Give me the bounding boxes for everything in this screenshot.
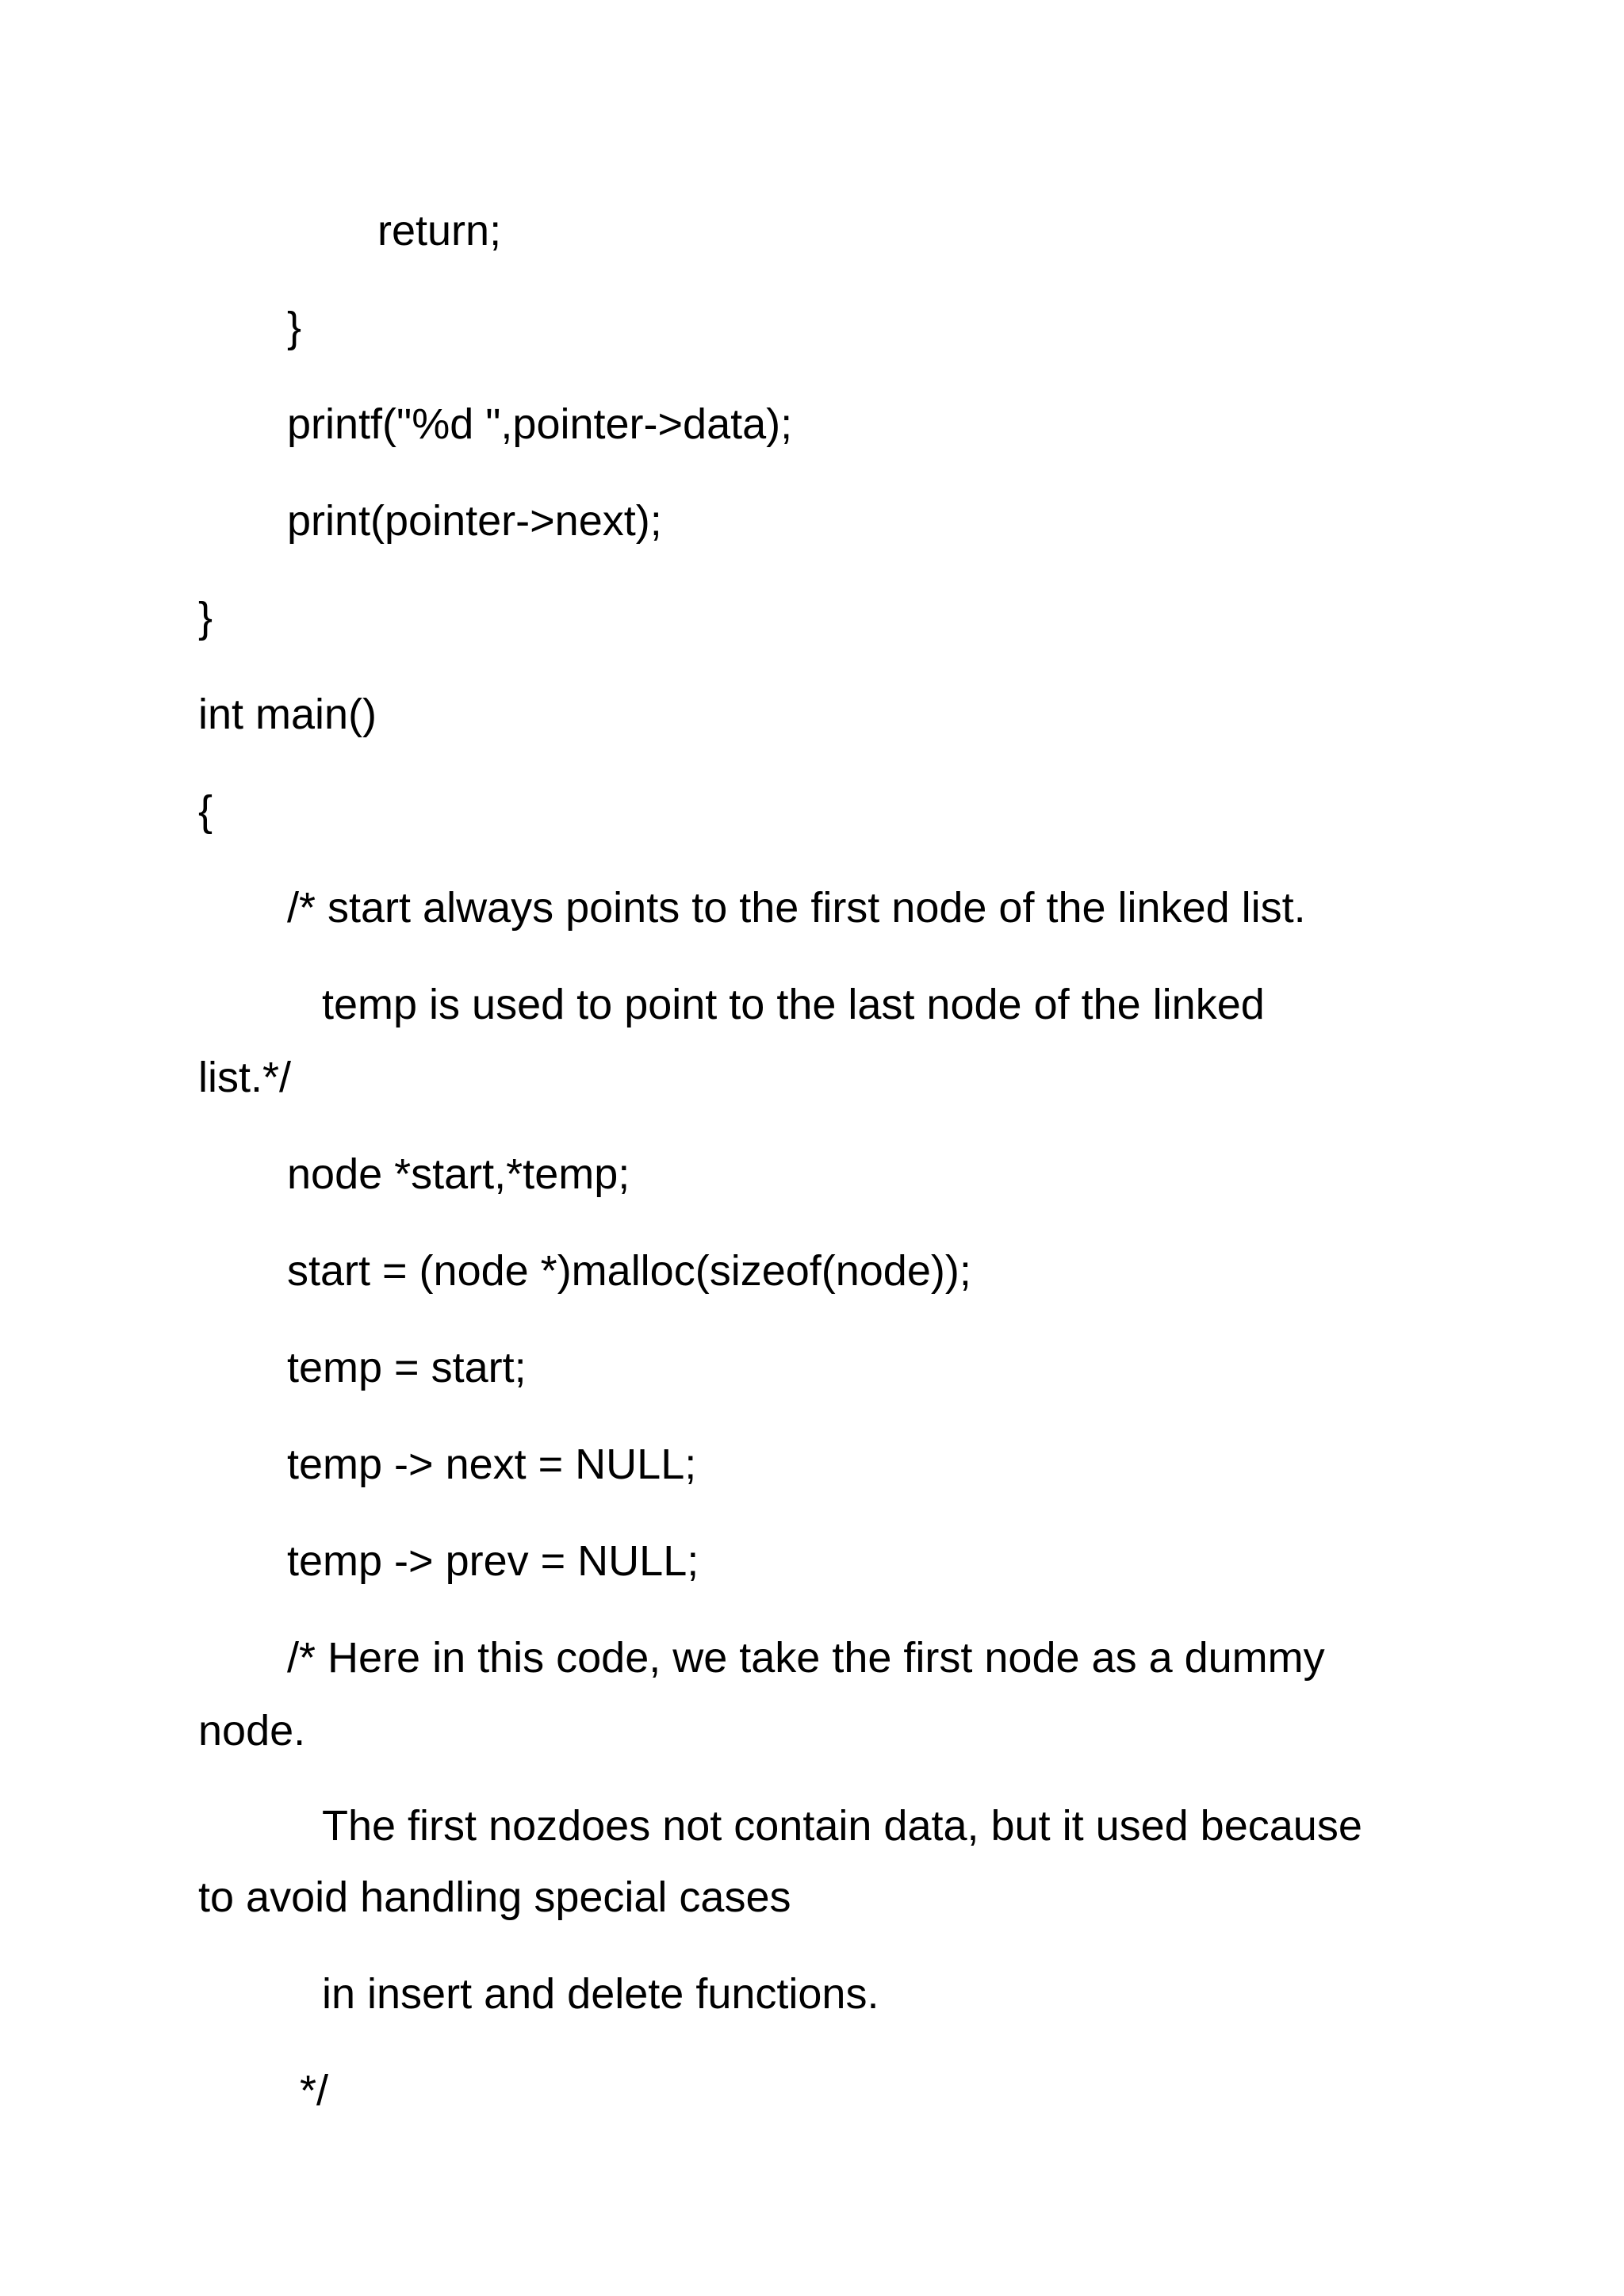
code-line-main-signature: int main() (198, 691, 377, 738)
code-line-node-declaration: node *start,*temp; (287, 1150, 630, 1198)
code-comment-dummy-line-2: node. (198, 1707, 306, 1755)
code-comment-dummy-line-3: The first nozdoes not contain data, but it used because (322, 1802, 1362, 1850)
code-line-open-brace: { (198, 787, 213, 835)
code-comment-dummy-line-4: to avoid handling special cases (198, 1873, 791, 1921)
code-line-close-brace-inner: } (287, 304, 302, 351)
code-comment-start-line-3: list.*/ (198, 1054, 292, 1101)
code-comment-close: */ (300, 2067, 329, 2114)
code-comment-start-line-1: /* start always points to the first node of the linked list. (287, 884, 1306, 932)
code-line-temp-next-null: temp -> next = NULL; (287, 1441, 697, 1488)
code-line-close-brace-outer: } (198, 594, 213, 641)
code-line-printf: printf("%d ",pointer->data); (287, 400, 793, 448)
code-comment-dummy-line-5: in insert and delete functions. (322, 1970, 879, 2018)
code-line-print-call: print(pointer->next); (287, 497, 662, 545)
code-line-malloc: start = (node *)malloc(sizeof(node)); (287, 1247, 971, 1295)
code-comment-start-line-2: temp is used to point to the last node of the linked (322, 981, 1265, 1028)
code-line-temp-prev-null: temp -> prev = NULL; (287, 1537, 699, 1585)
code-line-temp-assign: temp = start; (287, 1344, 527, 1391)
code-line-return: return; (377, 207, 502, 254)
code-comment-dummy-line-1: /* Here in this code, we take the first node as a dummy (287, 1634, 1325, 1682)
